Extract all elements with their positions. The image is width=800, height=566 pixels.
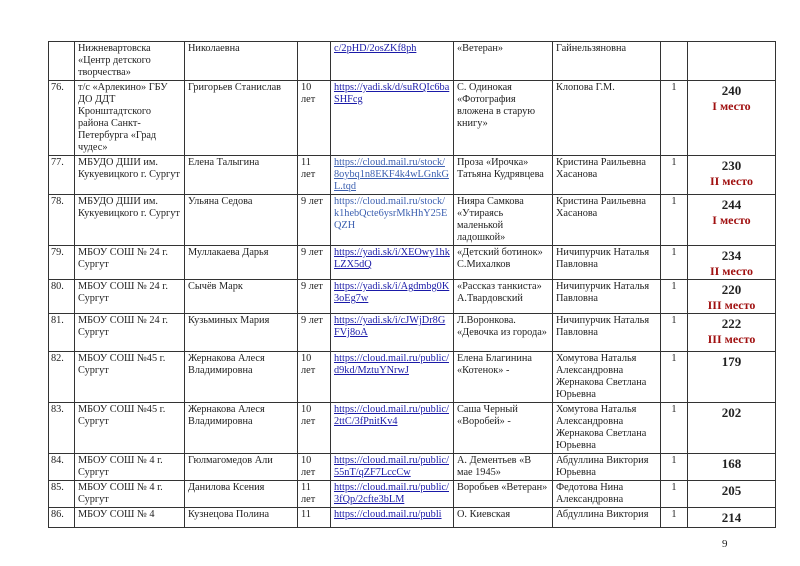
participants-table — [48, 41, 776, 528]
submission-link[interactable]: c/2pHD/2osZKf8ph — [334, 43, 417, 54]
score-cell — [688, 195, 776, 246]
score-value: 202 — [721, 405, 742, 420]
row-number: 81. — [49, 314, 75, 352]
row-number: 84. — [49, 454, 75, 481]
quantity-cell: 1 — [661, 508, 688, 528]
table-row — [49, 195, 776, 246]
quantity-cell: 1 — [661, 156, 688, 195]
link-cell — [331, 81, 454, 156]
table-row — [49, 280, 776, 314]
submission-link[interactable]: https://yadi.sk/i/cJWjDr8GFVj8oA — [334, 315, 446, 338]
participant-name-cell: Григорьев Станислав — [185, 81, 298, 156]
age-cell: 11 лет — [298, 481, 331, 508]
link-cell — [331, 481, 454, 508]
score-cell — [688, 314, 776, 352]
submission-link[interactable]: https://cloud.mail.ru/stock/k1hebQcte6ysrMkHhY25EQZH — [334, 196, 448, 231]
score-cell — [688, 508, 776, 528]
link-cell — [331, 314, 454, 352]
place-label: I место — [712, 99, 751, 113]
age-cell: 10 лет — [298, 81, 331, 156]
participant-name-cell: Данилова Ксения — [185, 481, 298, 508]
age-cell: 9 лет — [298, 195, 331, 246]
row-number: 82. — [49, 352, 75, 403]
score-cell — [688, 280, 776, 314]
table-row — [49, 314, 776, 352]
link-cell — [331, 195, 454, 246]
table-row — [49, 42, 776, 81]
score-value: 179 — [721, 354, 742, 369]
place-label: II место — [709, 174, 754, 188]
participant-name-cell: Гюлмагомедов Али — [185, 454, 298, 481]
work-title-cell: «Детский ботинок» С.Михалков — [454, 246, 553, 280]
score-value: 240 — [721, 83, 742, 98]
link-cell — [331, 156, 454, 195]
row-number: 86. — [49, 508, 75, 528]
work-title-cell: «Рассказ танкиста» А.Твардовский — [454, 280, 553, 314]
quantity-cell: 1 — [661, 403, 688, 454]
score-cell — [688, 156, 776, 195]
score-cell — [688, 246, 776, 280]
row-number: 76. — [49, 81, 75, 156]
participant-name-cell: Жернакова Алеся Владимировна — [185, 403, 298, 454]
organization-cell: МБОУ СОШ № 4 г. Сургут — [75, 481, 185, 508]
link-cell — [331, 352, 454, 403]
work-title-cell: «Ветеран» — [454, 42, 553, 81]
table-row — [49, 156, 776, 195]
participant-name-cell: Жернакова Алеся Владимировна — [185, 352, 298, 403]
quantity-cell: 1 — [661, 481, 688, 508]
table-row — [49, 403, 776, 454]
score-cell — [688, 454, 776, 481]
work-title-cell: Елена Благинина «Котенок» - — [454, 352, 553, 403]
table-row — [49, 454, 776, 481]
participant-name-cell: Ульяна Седова — [185, 195, 298, 246]
participant-name-cell: Кузьминых Мария — [185, 314, 298, 352]
place-label: III место — [707, 298, 756, 312]
work-title-cell: Л.Воронкова. «Девочка из города» — [454, 314, 553, 352]
submission-link[interactable]: https://cloud.mail.ru/public/d9kd/MztuYNrwJ — [334, 353, 449, 376]
work-title-cell: Саша Черный «Воробей» - — [454, 403, 553, 454]
teacher-cell: Ничипурчик Наталья Павловна — [553, 246, 661, 280]
organization-cell: т/с «Арлекино» ГБУ ДО ДДТ Кронштадтского района Санкт-Петербурга «Град чудес» — [75, 81, 185, 156]
work-title-cell: Проза «Ирочка» Татьяна Кудрявцева — [454, 156, 553, 195]
organization-cell: МБОУ СОШ № 24 г. Сургут — [75, 280, 185, 314]
quantity-cell: 1 — [661, 352, 688, 403]
submission-link[interactable]: https://cloud.mail.ru/stock/8oybq1n8EKF4k4wLGnkGL.tqd — [334, 157, 449, 192]
age-cell: 11 лет — [298, 156, 331, 195]
score-cell — [688, 481, 776, 508]
participant-name-cell: Сычёв Марк — [185, 280, 298, 314]
age-cell: 10 лет — [298, 454, 331, 481]
teacher-cell: Ничипурчик Наталья Павловна — [553, 280, 661, 314]
row-number: 85. — [49, 481, 75, 508]
organization-cell: Нижневартовска «Центр детского творчества» — [75, 42, 185, 81]
submission-link[interactable]: https://cloud.mail.ru/publi — [334, 509, 442, 520]
participant-name-cell: Муллакаева Дарья — [185, 246, 298, 280]
participant-name-cell: Николаевна — [185, 42, 298, 81]
quantity-cell: 1 — [661, 454, 688, 481]
organization-cell: МБОУ СОШ № 24 г. Сургут — [75, 246, 185, 280]
organization-cell: МБОУ СОШ №45 г. Сургут — [75, 352, 185, 403]
age-cell: 10 лет — [298, 352, 331, 403]
score-value: 220 — [721, 282, 742, 297]
quantity-cell: 1 — [661, 280, 688, 314]
link-cell — [331, 246, 454, 280]
organization-cell: МБУДО ДШИ им. Кукуевицкого г. Сургут — [75, 195, 185, 246]
score-value: 244 — [721, 197, 742, 212]
teacher-cell: Клопова Г.М. — [553, 81, 661, 156]
score-cell — [688, 81, 776, 156]
organization-cell: МБУДО ДШИ им. Кукуевицкого г. Сургут — [75, 156, 185, 195]
organization-cell: МБОУ СОШ №45 г. Сургут — [75, 403, 185, 454]
submission-link[interactable]: https://cloud.mail.ru/public/55nT/qZF7LccCw — [334, 455, 449, 478]
work-title-cell: О. Киевская — [454, 508, 553, 528]
place-label: III место — [707, 332, 756, 346]
table-row — [49, 508, 776, 528]
submission-link[interactable]: https://cloud.mail.ru/public/2ttC/3fPnitKv4 — [334, 404, 449, 427]
submission-link[interactable]: https://yadi.sk/i/Agdmbg0K3oEg7w — [334, 281, 450, 304]
participant-name-cell: Кузнецова Полина — [185, 508, 298, 528]
submission-link[interactable]: https://yadi.sk/d/suRQIc6baSHFcg — [334, 82, 450, 105]
age-cell: 11 — [298, 508, 331, 528]
work-title-cell: А. Дементьев «В мае 1945» — [454, 454, 553, 481]
submission-link[interactable]: https://cloud.mail.ru/public/3fQp/2cfte3bLM — [334, 482, 449, 505]
row-number: 83. — [49, 403, 75, 454]
place-label: II место — [709, 264, 754, 278]
score-value: 168 — [721, 456, 742, 471]
row-number: 78. — [49, 195, 75, 246]
quantity-cell: 1 — [661, 195, 688, 246]
table-row — [49, 352, 776, 403]
organization-cell: МБОУ СОШ № 24 г. Сургут — [75, 314, 185, 352]
work-title-cell: Воробьев «Ветеран» — [454, 481, 553, 508]
score-value: 230 — [721, 158, 742, 173]
teacher-cell: Ничипурчик Наталья Павловна — [553, 314, 661, 352]
quantity-cell: 1 — [661, 246, 688, 280]
row-number — [49, 42, 75, 81]
age-cell: 9 лет — [298, 280, 331, 314]
score-value: 214 — [721, 510, 742, 525]
link-cell — [331, 403, 454, 454]
teacher-cell: Кристина Раильевна Хасанова — [553, 156, 661, 195]
table-row — [49, 81, 776, 156]
place-label: I место — [712, 213, 751, 227]
link-cell — [331, 280, 454, 314]
participant-name-cell: Елена Талыгина — [185, 156, 298, 195]
link-cell — [331, 42, 454, 81]
score-cell — [688, 352, 776, 403]
teacher-cell: Гайнельзяновна — [553, 42, 661, 81]
row-number: 80. — [49, 280, 75, 314]
teacher-cell: Кристина Раильевна Хасанова — [553, 195, 661, 246]
age-cell: 9 лет — [298, 314, 331, 352]
age-cell — [298, 42, 331, 81]
teacher-cell: Абдуллина Виктория Юрьевна — [553, 454, 661, 481]
score-value: 205 — [721, 483, 742, 498]
submission-link[interactable]: https://yadi.sk/i/XEOwy1hkLZX5dQ — [334, 247, 450, 270]
link-cell — [331, 508, 454, 528]
score-value: 234 — [721, 248, 742, 263]
table-row — [49, 481, 776, 508]
row-number: 77. — [49, 156, 75, 195]
table-row — [49, 246, 776, 280]
age-cell: 9 лет — [298, 246, 331, 280]
score-cell — [688, 403, 776, 454]
quantity-cell: 1 — [661, 314, 688, 352]
teacher-cell: Хомутова Наталья Александровна Жернакова Светлана Юрьевна — [553, 403, 661, 454]
page-number: 9 — [722, 538, 728, 550]
row-number: 79. — [49, 246, 75, 280]
work-title-cell: С. Одинокая «Фотография вложена в старую книгу» — [454, 81, 553, 156]
age-cell: 10 лет — [298, 403, 331, 454]
organization-cell: МБОУ СОШ № 4 — [75, 508, 185, 528]
teacher-cell: Федотова Нина Александровна — [553, 481, 661, 508]
teacher-cell: Абдуллина Виктория — [553, 508, 661, 528]
organization-cell: МБОУ СОШ № 4 г. Сургут — [75, 454, 185, 481]
link-cell — [331, 454, 454, 481]
quantity-cell: 1 — [661, 81, 688, 156]
quantity-cell — [661, 42, 688, 81]
work-title-cell: Нияра Самкова «Утираясь маленькой ладошкой» — [454, 195, 553, 246]
score-cell — [688, 42, 776, 81]
score-value: 222 — [721, 316, 742, 331]
teacher-cell: Хомутова Наталья Александровна Жернакова Светлана Юрьевна — [553, 352, 661, 403]
